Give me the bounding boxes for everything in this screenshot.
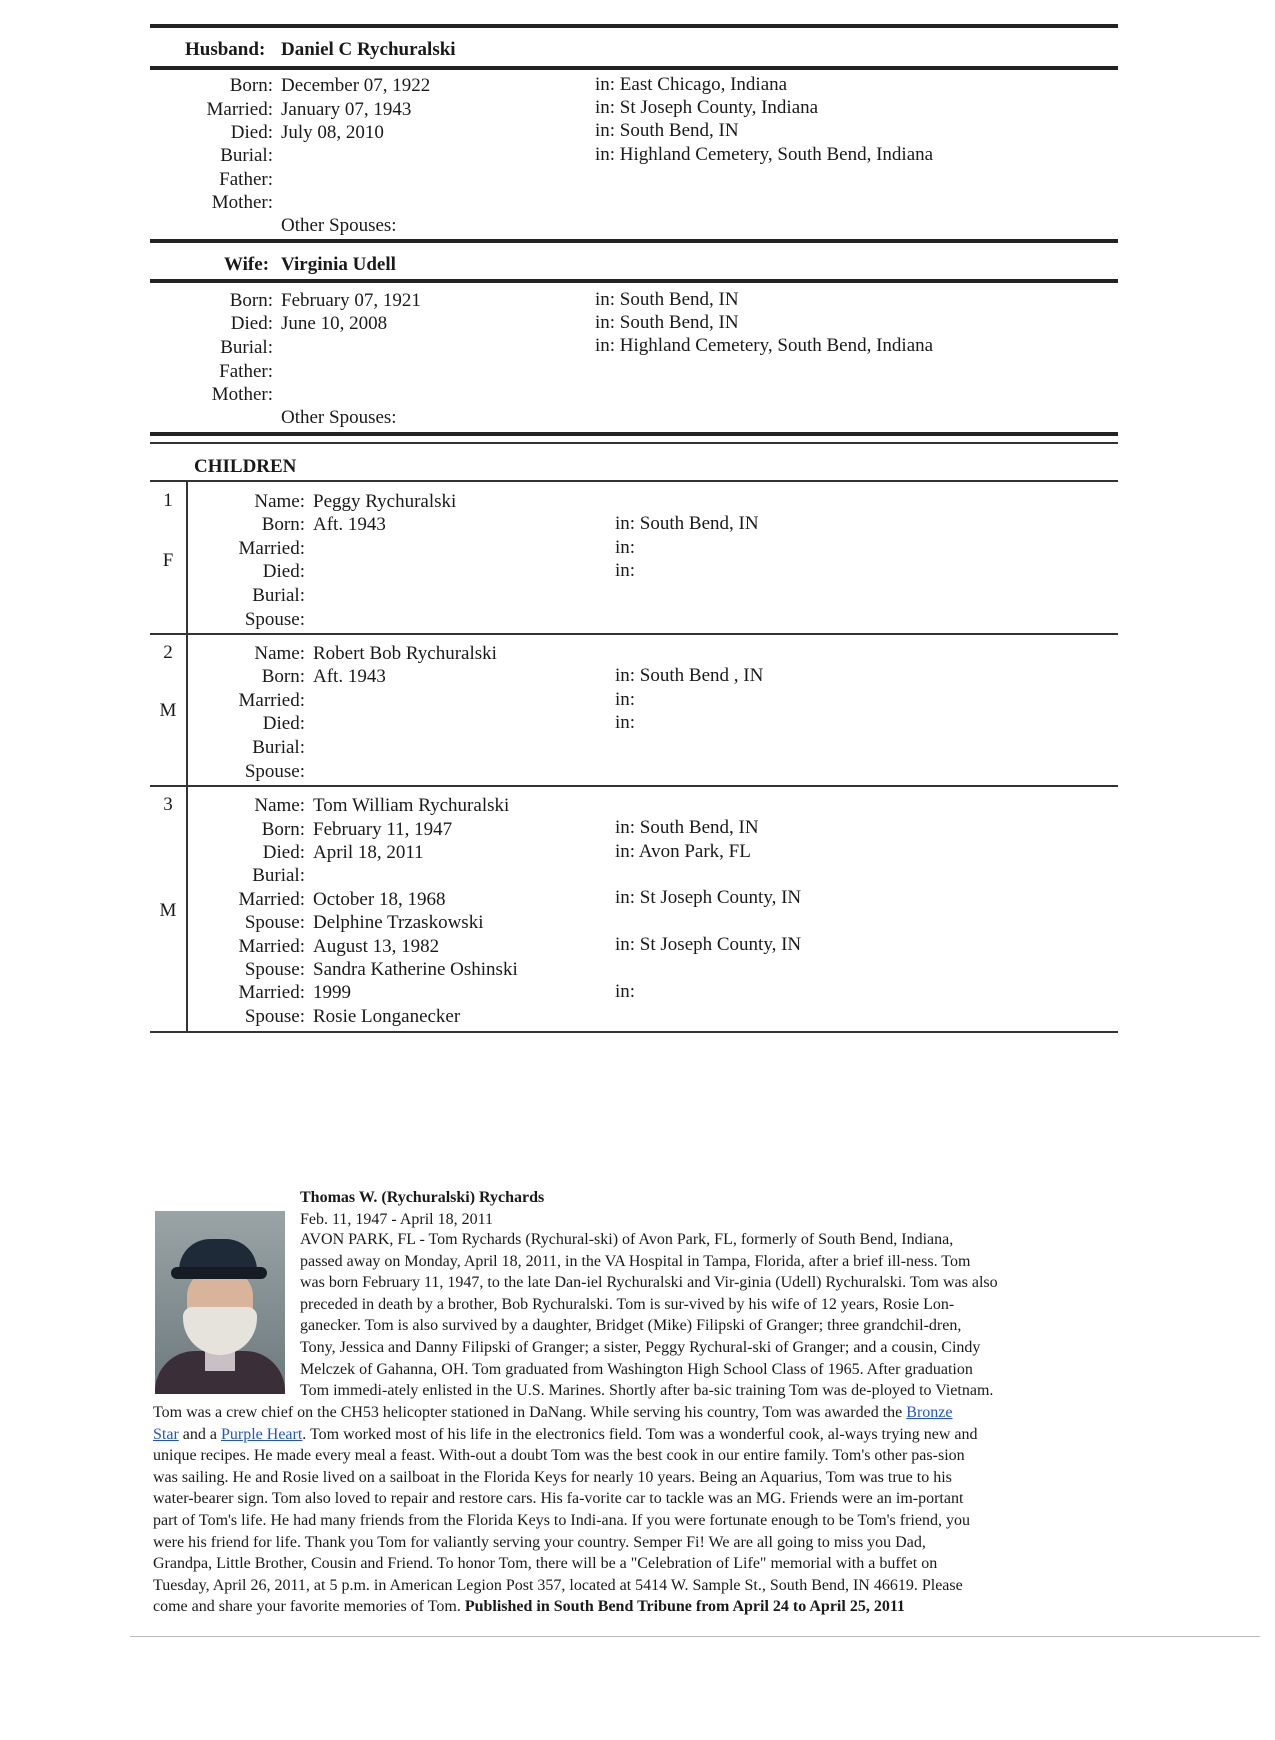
child-row-label: Born: (261, 514, 305, 535)
wife-top-rule (150, 239, 1118, 243)
obituary-publication-note: Published in South Bend Tribune from April 24 to April 25, 2011 (464, 1598, 905, 1616)
obituary-line: unique recipes. He made every meal a feast. With-out a doubt Tom was the best cook in our entire family. Tom's other pas-sion (153, 1447, 965, 1465)
child-row-label: Married: (238, 936, 305, 957)
wife-row-place: in: Highland Cemetery, South Bend, Indiana (595, 335, 934, 356)
husband-row-label: Married: (206, 99, 273, 120)
wife-row-label: Born: (229, 290, 273, 311)
child-row-place: in: South Bend, IN (615, 513, 759, 534)
husband-row-label: Father: (219, 169, 273, 190)
child-row-place: in: (615, 981, 636, 1002)
husband-top-rule (150, 24, 1118, 28)
children-header-rule (150, 480, 1118, 482)
obituary-line: Tom immedi-ately enlisted in the U.S. Marines. Shortly after ba-sic training Tom was de-ployed to Vietnam. (300, 1382, 994, 1400)
child-row-label: Married: (238, 690, 305, 711)
child-row-label: Died: (262, 561, 305, 582)
photo-cap-visor (171, 1267, 267, 1279)
wife-row-label: Burial: (220, 337, 273, 358)
child-row-label: Married: (238, 538, 305, 559)
wife-row-value: June 10, 2008 (281, 313, 388, 334)
children-bottom-rule (150, 1031, 1118, 1033)
husband-row-label: Died: (230, 122, 273, 143)
husband-row-label: Burial: (220, 145, 273, 166)
obituary-text: Tom was a crew chief on the CH53 helicopter stationed in DaNang. While serving his country, Tom was awarded the (153, 1404, 907, 1421)
obituary-line (153, 1424, 1123, 1446)
wife-header-rule (150, 279, 1118, 283)
obituary-dates: Feb. 11, 1947 - April 18, 2011 (300, 1211, 494, 1228)
bronze-star-link[interactable]: Star (153, 1425, 179, 1443)
child-row-value: Peggy Rychuralski (313, 491, 457, 512)
children-top-rule (150, 432, 1118, 436)
child-row-value: Tom William Rychuralski (313, 795, 510, 816)
child-row-value: Robert Bob Rychuralski (313, 643, 497, 664)
child-row-place: in: St Joseph County, IN (615, 887, 802, 908)
husband-row-label: Born: (229, 75, 273, 96)
obituary-text: come and share your favorite memories of Tom. (153, 1598, 465, 1616)
child-row-place: in: (615, 560, 636, 581)
child-row-label: Spouse: (244, 959, 305, 980)
obituary-body-full (153, 1402, 1123, 1618)
child-sex: M (159, 900, 177, 921)
child-row-place: in: Avon Park, FL (615, 841, 751, 862)
child-divider (150, 633, 1118, 635)
child-row-label: Died: (262, 842, 305, 863)
child-row-label: Burial: (252, 865, 305, 886)
child-row-value: February 11, 1947 (313, 819, 453, 840)
obituary-line: preceded in death by a brother, Bob Rychuralski. Tom is sur-vived by his wife of 12 years, Rosie Lon- (300, 1295, 955, 1313)
wife-row-value: February 07, 1921 (281, 290, 421, 311)
obituary-line: were his friend for life. Thank you Tom for valiantly serving your country. Semper Fi! We are all going to miss you Dad, (153, 1533, 926, 1551)
child-row-label: Spouse: (244, 761, 305, 782)
obituary-line: passed away on Monday, April 18, 2011, in the VA Hospital in Tampa, Florida, after a brief ill-ness. Tom (300, 1252, 971, 1270)
obituary-body-beside-photo (300, 1229, 998, 1402)
child-row-place: in: (615, 689, 636, 710)
husband-row-value: July 08, 2010 (281, 122, 384, 143)
obituary-line (153, 1402, 1123, 1424)
child-row-label: Married: (238, 982, 305, 1003)
bronze-star-link[interactable]: Bronze (906, 1404, 953, 1421)
child-row-value: Aft. 1943 (313, 666, 386, 687)
obituary-photo (155, 1211, 285, 1394)
child-row-label: Name: (254, 643, 305, 664)
obituary-line (153, 1596, 1123, 1618)
child-row-value: October 18, 1968 (313, 889, 446, 910)
children-heading: CHILDREN (194, 456, 297, 477)
child-row-label: Spouse: (244, 1006, 305, 1027)
child-row-label: Burial: (252, 585, 305, 606)
husband-header-rule (150, 66, 1118, 70)
husband-other-spouses: Other Spouses: (281, 215, 397, 236)
obituary-line: water-bearer sign. Tom also loved to repair and restore cars. His fa-vorite car to tackle was an MG. Friends were an im-portant (153, 1490, 964, 1508)
obituary-line: ganecker. Tom is also survived by a daughter, Bridget (Mike) Filipski of Granger; three grandchil-dren, (300, 1317, 962, 1335)
child-row-label: Burial: (252, 737, 305, 758)
husband-row-value: January 07, 1943 (281, 99, 412, 120)
children-top-rule-2 (150, 442, 1118, 444)
husband-label: Husband: (185, 39, 266, 60)
child-row-value: Aft. 1943 (313, 514, 386, 535)
page-fold-line (130, 1636, 1260, 1637)
wife-label: Wife: (224, 254, 270, 275)
child-row-value: 1999 (313, 982, 351, 1003)
child-row-place: in: (615, 712, 636, 733)
obituary-text: . Tom worked most of his life in the electronics field. Tom was a wonderful cook, al-ways trying new and (302, 1425, 978, 1443)
child-row-label: Died: (262, 713, 305, 734)
child-number: 3 (163, 794, 173, 815)
child-row-label: Spouse: (244, 609, 305, 630)
husband-name: Daniel C Rychuralski (281, 39, 456, 60)
child-row-place: in: South Bend, IN (615, 817, 759, 838)
obituary-line: was sailing. He and Rosie lived on a sailboat in the Florida Keys for nearly 10 years. Being an Aquarius, Tom was true to his (153, 1468, 952, 1486)
purple-heart-link[interactable]: Purple Heart (220, 1425, 303, 1443)
wife-row-label: Died: (230, 313, 273, 334)
child-sex: M (159, 700, 177, 721)
obituary-line: part of Tom's life. He had many friends from the Florida Keys to Indi-ana. If you were fortunate enough to be Tom's friend, you (153, 1511, 970, 1529)
child-divider (150, 785, 1118, 787)
child-row-place: in: (615, 537, 636, 558)
wife-name: Virginia Udell (281, 254, 396, 275)
child-row-label: Born: (261, 819, 305, 840)
husband-row-place: in: South Bend, IN (595, 120, 739, 141)
child-row-label: Name: (254, 491, 305, 512)
husband-row-place: in: East Chicago, Indiana (595, 74, 788, 95)
wife-other-spouses: Other Spouses: (281, 407, 397, 428)
obituary-line: Melczek of Gahanna, OH. Tom graduated from Washington High School Class of 1965. After graduation (300, 1360, 973, 1378)
child-sex: F (162, 550, 174, 571)
wife-row-place: in: South Bend, IN (595, 312, 739, 333)
child-row-value: April 18, 2011 (313, 842, 424, 863)
child-row-value: Delphine Trzaskowski (313, 912, 484, 933)
husband-row-value: December 07, 1922 (281, 75, 431, 96)
photo-beard (183, 1307, 257, 1355)
child-row-label: Married: (238, 889, 305, 910)
husband-row-label: Mother: (211, 192, 273, 213)
wife-row-label: Father: (219, 361, 273, 382)
child-row-label: Born: (261, 666, 305, 687)
obituary-line: AVON PARK, FL - Tom Rychards (Rychural-ski) of Avon Park, FL, formerly of South Bend, Indiana, (300, 1231, 954, 1248)
child-number: 1 (163, 490, 173, 511)
husband-row-place: in: Highland Cemetery, South Bend, Indiana (595, 144, 934, 165)
obituary-line: Tuesday, April 26, 2011, at 5 p.m. in American Legion Post 357, located at 5414 W. Sample St., South Bend, IN 46619. Please (153, 1576, 963, 1594)
obituary-line: Tony, Jessica and Danny Filipski of Granger; a sister, Peggy Rychural-ski of Granger; and a cousin, Cindy (300, 1338, 981, 1356)
obituary-line: Grandpa, Little Brother, Cousin and Friend. To honor Tom, there will be a "Celebration of Life" memorial with a buffet on (153, 1555, 938, 1573)
wife-row-place: in: South Bend, IN (595, 289, 739, 310)
child-row-place: in: St Joseph County, IN (615, 934, 802, 955)
husband-row-place: in: St Joseph County, Indiana (595, 97, 819, 118)
obituary-text: and a (178, 1425, 221, 1443)
child-row-label: Spouse: (244, 912, 305, 933)
wife-row-label: Mother: (211, 384, 273, 405)
child-row-value: Rosie Longanecker (313, 1006, 461, 1027)
child-row-value: August 13, 1982 (313, 936, 440, 957)
child-row-value: Sandra Katherine Oshinski (313, 959, 518, 980)
child-number: 2 (163, 642, 173, 663)
child-row-place: in: South Bend , IN (615, 665, 764, 686)
child-row-label: Name: (254, 795, 305, 816)
obituary-title: Thomas W. (Rychuralski) Rychards (300, 1189, 545, 1206)
obituary-line: was born February 11, 1947, to the late Dan-iel Rychuralski and Vir-ginia (Udell) Rychuralski. Tom was also (300, 1274, 998, 1292)
